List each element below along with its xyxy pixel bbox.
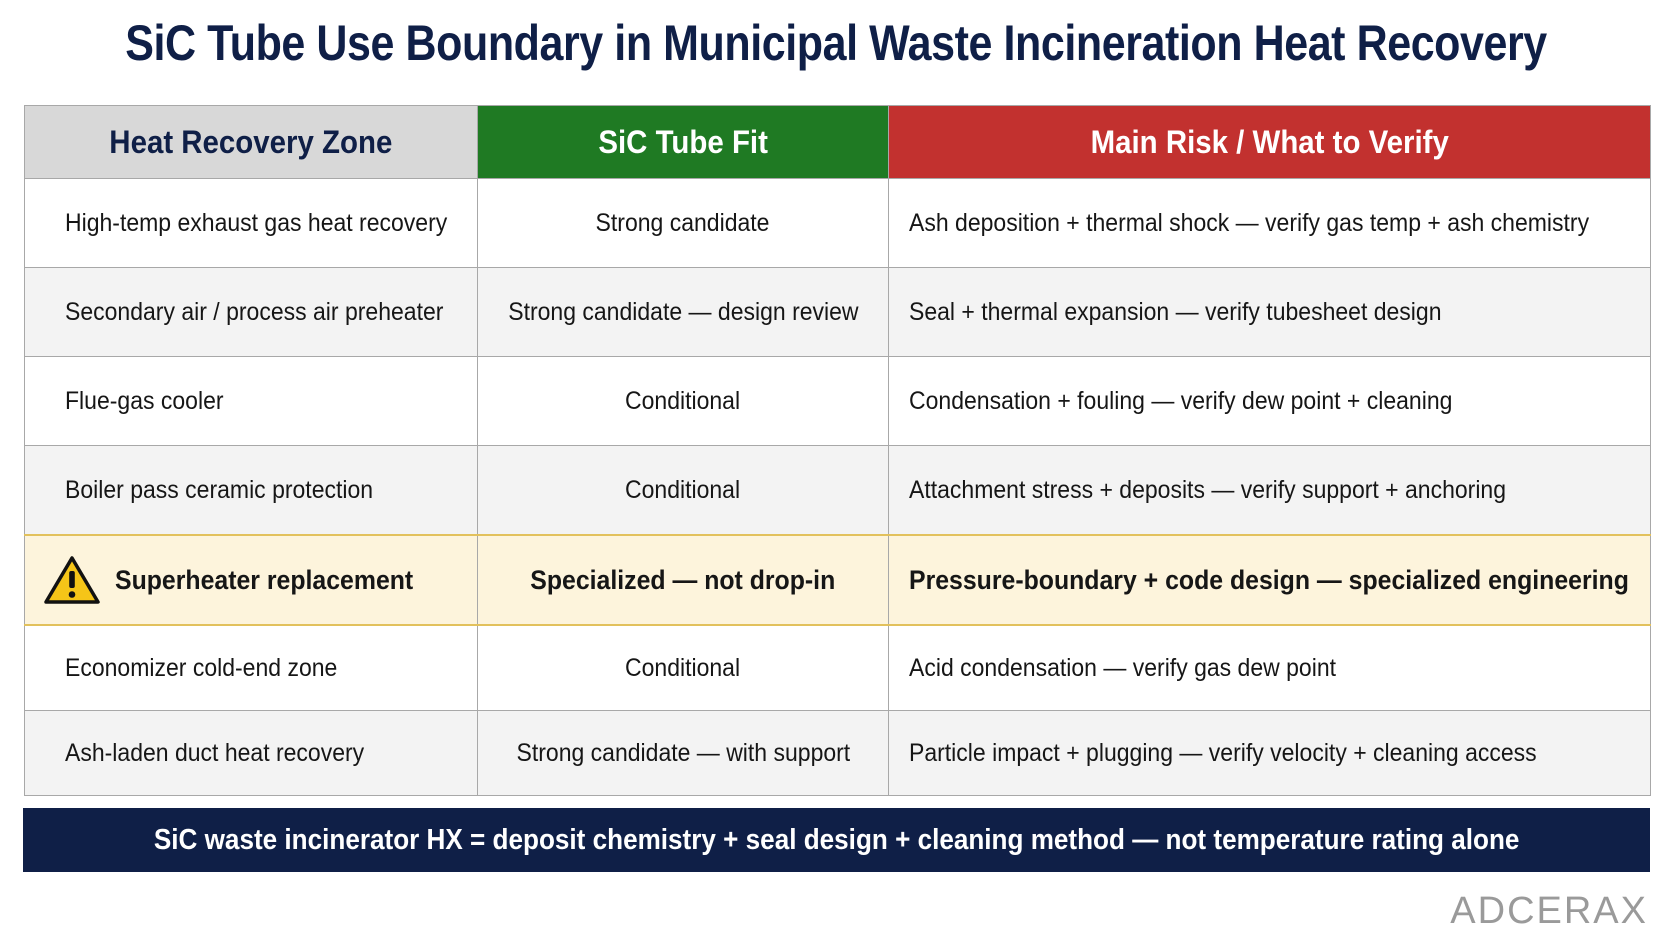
table-row	[25, 179, 1651, 268]
zone-cell: Boiler pass ceramic protection	[25, 446, 478, 536]
page-title: SiC Tube Use Boundary in Municipal Waste Incineration Heat Recovery	[125, 15, 1547, 71]
brand-watermark: ADCERAX	[1450, 890, 1648, 932]
table-row-highlighted	[25, 535, 1651, 625]
summary-banner: SiC waste incinerator HX = deposit chemistry + seal design + cleaning method — not temperature rating alone	[23, 808, 1650, 872]
zone-cell: Flue-gas cooler	[25, 357, 478, 446]
zone-cell: High-temp exhaust gas heat recovery	[25, 179, 478, 268]
fit-cell: Conditional	[478, 357, 889, 446]
table-header-row	[25, 106, 1651, 179]
zone-cell: Ash-laden duct heat recovery	[25, 711, 478, 796]
table-row	[25, 711, 1651, 796]
risk-cell: Particle impact + plugging — verify velocity + cleaning access	[889, 711, 1651, 796]
risk-cell: Ash deposition + thermal shock — verify gas temp + ash chemistry	[889, 179, 1651, 268]
header-main-risk: Main Risk / What to Verify	[889, 106, 1651, 179]
table-row	[25, 625, 1651, 711]
fit-cell: Conditional	[478, 625, 889, 711]
heat-recovery-table	[24, 105, 1651, 796]
zone-cell: Superheater replacement	[25, 535, 478, 625]
zone-cell: Secondary air / process air preheater	[25, 268, 478, 357]
zone-cell: Economizer cold-end zone	[25, 625, 478, 711]
fit-cell: Strong candidate	[478, 179, 889, 268]
table-row	[25, 446, 1651, 536]
table-row	[25, 357, 1651, 446]
risk-cell: Pressure-boundary + code design — specialized engineering	[889, 535, 1651, 625]
risk-cell: Attachment stress + deposits — verify support + anchoring	[889, 446, 1651, 536]
fit-cell: Strong candidate — with support	[478, 711, 889, 796]
header-sic-tube-fit: SiC Tube Fit	[478, 106, 889, 179]
table-row	[25, 268, 1651, 357]
fit-cell: Specialized — not drop-in	[478, 535, 889, 625]
risk-cell: Condensation + fouling — verify dew point + cleaning	[889, 357, 1651, 446]
fit-cell: Conditional	[478, 446, 889, 536]
header-heat-recovery-zone: Heat Recovery Zone	[25, 106, 478, 179]
warning-triangle-icon	[43, 555, 101, 605]
risk-cell: Acid condensation — verify gas dew point	[889, 625, 1651, 711]
fit-cell: Strong candidate — design review	[478, 268, 889, 357]
risk-cell: Seal + thermal expansion — verify tubesheet design	[889, 268, 1651, 357]
